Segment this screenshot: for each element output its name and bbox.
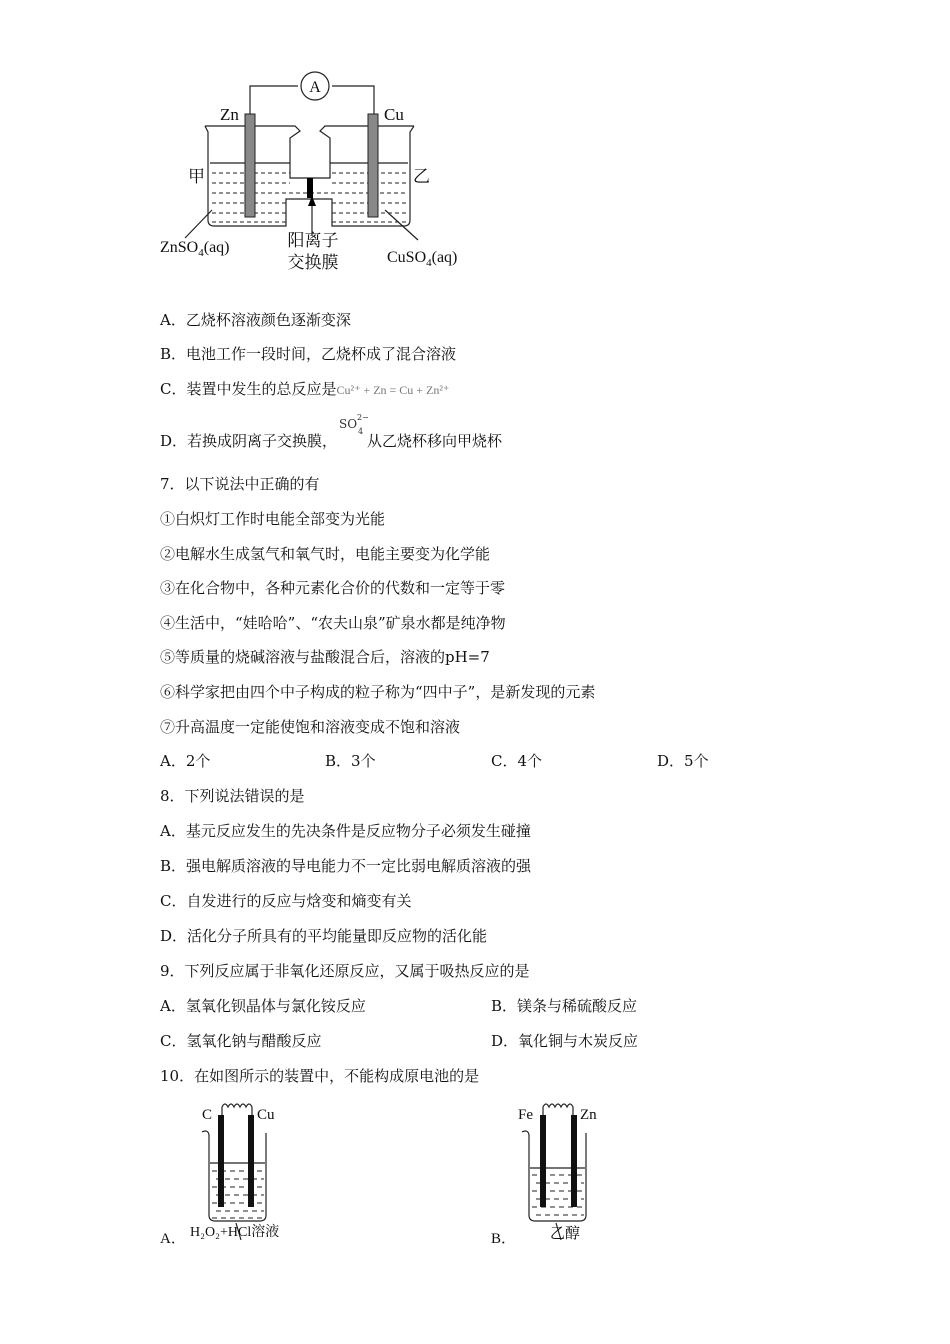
q10-option-a-label: A． bbox=[160, 1231, 186, 1247]
reaction-equation: Cu²⁺ + Zn = Cu + Zn²⁺ bbox=[336, 383, 450, 397]
q8-option-b: B．强电解质溶液的导电能力不一定比弱电解质溶液的强 bbox=[160, 857, 532, 875]
beaker-yi-label: 乙 bbox=[413, 167, 430, 186]
q7-stem: 7．以下说法中正确的有 bbox=[160, 475, 320, 493]
q8-option-c: C．自发进行的反应与焓变和熵变有关 bbox=[160, 892, 412, 910]
electrode-cu-label: Cu bbox=[257, 1107, 275, 1123]
q7-option-c: C．4个 bbox=[491, 752, 543, 770]
q10-option-b-label: B． bbox=[491, 1231, 517, 1247]
beaker-jia-label: 甲 bbox=[188, 167, 205, 186]
q9-option-d: D．氧化铜与木炭反应 bbox=[491, 1032, 639, 1050]
membrane-label-2: 交换膜 bbox=[287, 253, 339, 272]
q7-option-a: A．2个 bbox=[160, 752, 211, 770]
electrode-zn-label: Zn bbox=[580, 1107, 597, 1123]
solution-label: H₂O₂+HCl溶液 bbox=[190, 1225, 280, 1240]
q7-option-d: D．5个 bbox=[657, 752, 709, 770]
q6-option-a: A．乙烧杯溶液颜色逐渐变深 bbox=[160, 311, 351, 329]
q8-option-d: D．活化分子所具有的平均能量即反应物的活化能 bbox=[160, 927, 488, 945]
q7-item: ⑥科学家把由四个中子构成的粒子称为“四中子”，是新发现的元素 bbox=[160, 683, 596, 701]
q9-stem: 9．下列反应属于非氧化还原反应，又属于吸热反应的是 bbox=[160, 962, 530, 980]
q10-stem: 10．在如图所示的装置中，不能构成原电池的是 bbox=[160, 1067, 480, 1085]
electrode-c-label: C bbox=[202, 1107, 213, 1123]
q6-option-c: C．装置中发生的总反应是Cu²⁺ + Zn = Cu + Zn²⁺ bbox=[160, 380, 450, 398]
znso4-label: ZnSO$_4$(aq) bbox=[160, 239, 230, 259]
q9-option-c: C．氢氧化钠与醋酸反应 bbox=[160, 1032, 322, 1050]
membrane-label-1: 阳离子 bbox=[287, 231, 339, 250]
electrode-fe-label: Fe bbox=[518, 1107, 533, 1123]
q7-item: ④生活中，“娃哈哈”、“农夫山泉”矿泉水都是纯净物 bbox=[160, 614, 506, 632]
q7-item: ③在化合物中，各种元素化合价的代数和一定等于零 bbox=[160, 579, 506, 597]
q9-option-a: A．氢氧化钡晶体与氯化铵反应 bbox=[160, 997, 366, 1015]
cu-label: Cu bbox=[384, 105, 404, 124]
q10-beaker-b bbox=[480, 1095, 660, 1250]
q10-beaker-a bbox=[150, 1095, 330, 1250]
ammeter-label: A bbox=[309, 79, 321, 96]
q7-item: ⑦升高温度一定能使饱和溶液变成不饱和溶液 bbox=[160, 718, 461, 736]
cuso4-label: CuSO$_4$(aq) bbox=[387, 249, 458, 269]
q7-item: ⑤等质量的烧碱溶液与盐酸混合后，溶液的pH=7 bbox=[160, 648, 490, 666]
q6-option-b: B．电池工作一段时间，乙烧杯成了混合溶液 bbox=[160, 345, 457, 363]
q7-option-b: B．3个 bbox=[325, 752, 376, 770]
q8-option-a: A．基元反应发生的先决条件是反应物分子必须发生碰撞 bbox=[160, 822, 531, 840]
q9-option-b: B．镁条与稀硫酸反应 bbox=[491, 997, 638, 1015]
galvanic-cell-diagram bbox=[150, 70, 480, 280]
zn-label: Zn bbox=[220, 105, 239, 124]
q8-stem: 8．下列说法错误的是 bbox=[160, 787, 305, 805]
solution-label: 乙醇 bbox=[550, 1226, 581, 1242]
q7-item: ②电解水生成氢气和氧气时，电能主要变为化学能 bbox=[160, 545, 491, 563]
q7-item: ①白炽灯工作时电能全部变为光能 bbox=[160, 510, 386, 528]
q6-option-d: D．若换成阴离子交换膜， SO 2− 4 从乙烧杯移向甲烧杯 bbox=[160, 413, 503, 450]
